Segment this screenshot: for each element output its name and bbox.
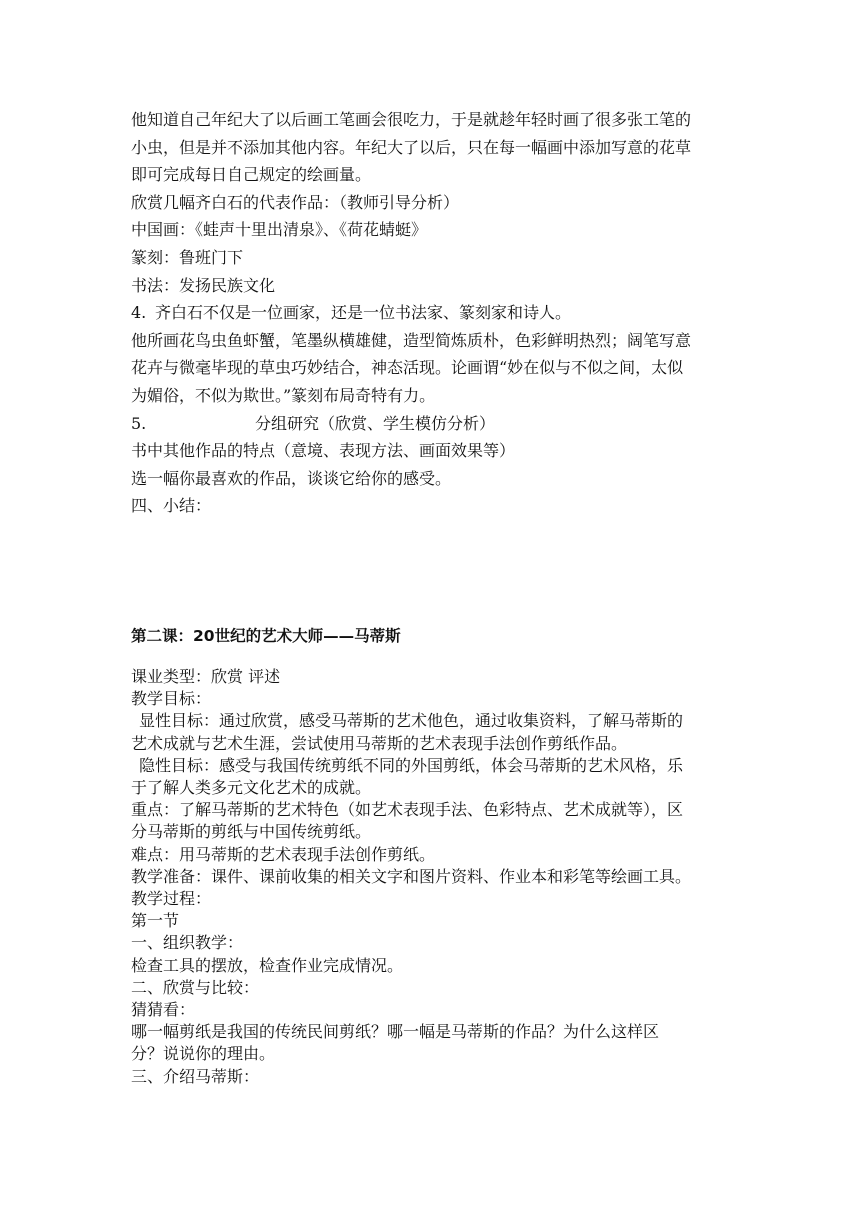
painting-works: 中国画：《蛙声十里出清泉》、《荷花蜻蜓》 (131, 220, 428, 240)
seal-works: 篆刻：鲁班门下 (131, 247, 244, 267)
choose-line: 选一幅你最喜欢的作品，谈谈它给你的感受。 (131, 468, 452, 488)
paragraph-line: 为媚俗，不似为欺世。”篆刻布局奇特有力。 (131, 385, 436, 405)
lesson1-continuation (131, 106, 743, 520)
paragraph-line: 小虫，但是并不添加其他内容。年纪大了以后，只在每一幅画中添加写意的花草 (131, 137, 692, 157)
process-label: 教学过程： (131, 889, 212, 909)
lesson2-body (131, 666, 743, 1088)
paragraph-line: 他所画花鸟虫鱼虾蟹，笔墨纵横雄健，造型简炼质朴，色彩鲜明热烈；阔笔写意 (131, 330, 692, 350)
calligraphy-works: 书法：发扬民族文化 (131, 275, 276, 295)
compare-heading: 二、欣赏与比较： (131, 977, 260, 997)
paragraph-line: 花卉与微毫毕现的草虫巧妙结合，神态活现。论画谓“妙在似与不似之间，太似 (131, 358, 684, 378)
difficulty-line: 难点：用马蒂斯的艺术表现手法创作剪纸。 (131, 844, 436, 864)
list-item-5 (131, 410, 743, 438)
explicit-goal-line: 显性目标：通过欣赏，感受马蒂斯的艺术他色，通过收集资料，了解马蒂斯的 (139, 711, 684, 731)
question-line: 分？说说你的理由。 (131, 1044, 276, 1064)
lesson-type: 课业类型：欣赏 评述 (131, 667, 281, 686)
check-line: 检查工具的摆放，检查作业完成情况。 (131, 955, 404, 975)
list-number: 5. (131, 413, 147, 433)
works-intro: 欣赏几幅齐白石的代表作品：（教师引导分析） (131, 192, 460, 212)
lesson2-title: 第二课：20世纪的艺术大师——马蒂斯 (131, 627, 401, 645)
explicit-goal-line: 艺术成就与艺术生涯，尝试使用马蒂斯的艺术表现手法创作剪纸作品。 (131, 733, 628, 753)
key-point-line: 分马蒂斯的剪纸与中国传统剪纸。 (131, 822, 372, 842)
summary-heading: 四、小结： (131, 496, 212, 516)
features-line: 书中其他作品的特点（意境、表现方法、画面效果等） (131, 441, 516, 461)
key-point-line: 重点：了解马蒂斯的艺术特色（如艺术表现手法、色彩特点、艺术成就等），区 (131, 800, 684, 820)
intro-heading: 三、介绍马蒂斯： (131, 1066, 260, 1086)
paragraph-line: 即可完成每日自己规定的绘画量。 (131, 165, 372, 185)
list-item-4 (131, 299, 743, 327)
paragraph-line: 他知道自己年纪大了以后画工笔画会很吃力，于是就趁年轻时画了很多张工笔的 (131, 110, 692, 129)
section-first: 第一节 (131, 911, 180, 931)
implicit-goal-line: 于了解人类多元文化艺术的成就。 (131, 778, 372, 798)
question-line: 哪一幅剪纸是我国的传统民间剪纸？哪一幅是马蒂斯的作品？为什么这样区 (131, 1022, 660, 1042)
preparation-line: 教学准备：课件、课前收集的相关文字和图片资料、作业本和彩笔等绘画工具。 (131, 866, 692, 886)
org-heading: 一、组织教学： (131, 933, 244, 953)
guess-label: 猜猜看： (131, 1000, 196, 1020)
list-item-text: 分组研究（欣赏、学生模仿分析） (255, 413, 496, 433)
implicit-goal-line: 隐性目标：感受与我国传统剪纸不同的外国剪纸，体会马蒂斯的艺术风格，乐 (139, 755, 684, 775)
goals-label: 教学目标： (131, 689, 212, 709)
list-number: 4. (131, 303, 147, 323)
list-item-text: 齐白石不仅是一位画家，还是一位书法家、篆刻家和诗人。 (155, 303, 572, 323)
